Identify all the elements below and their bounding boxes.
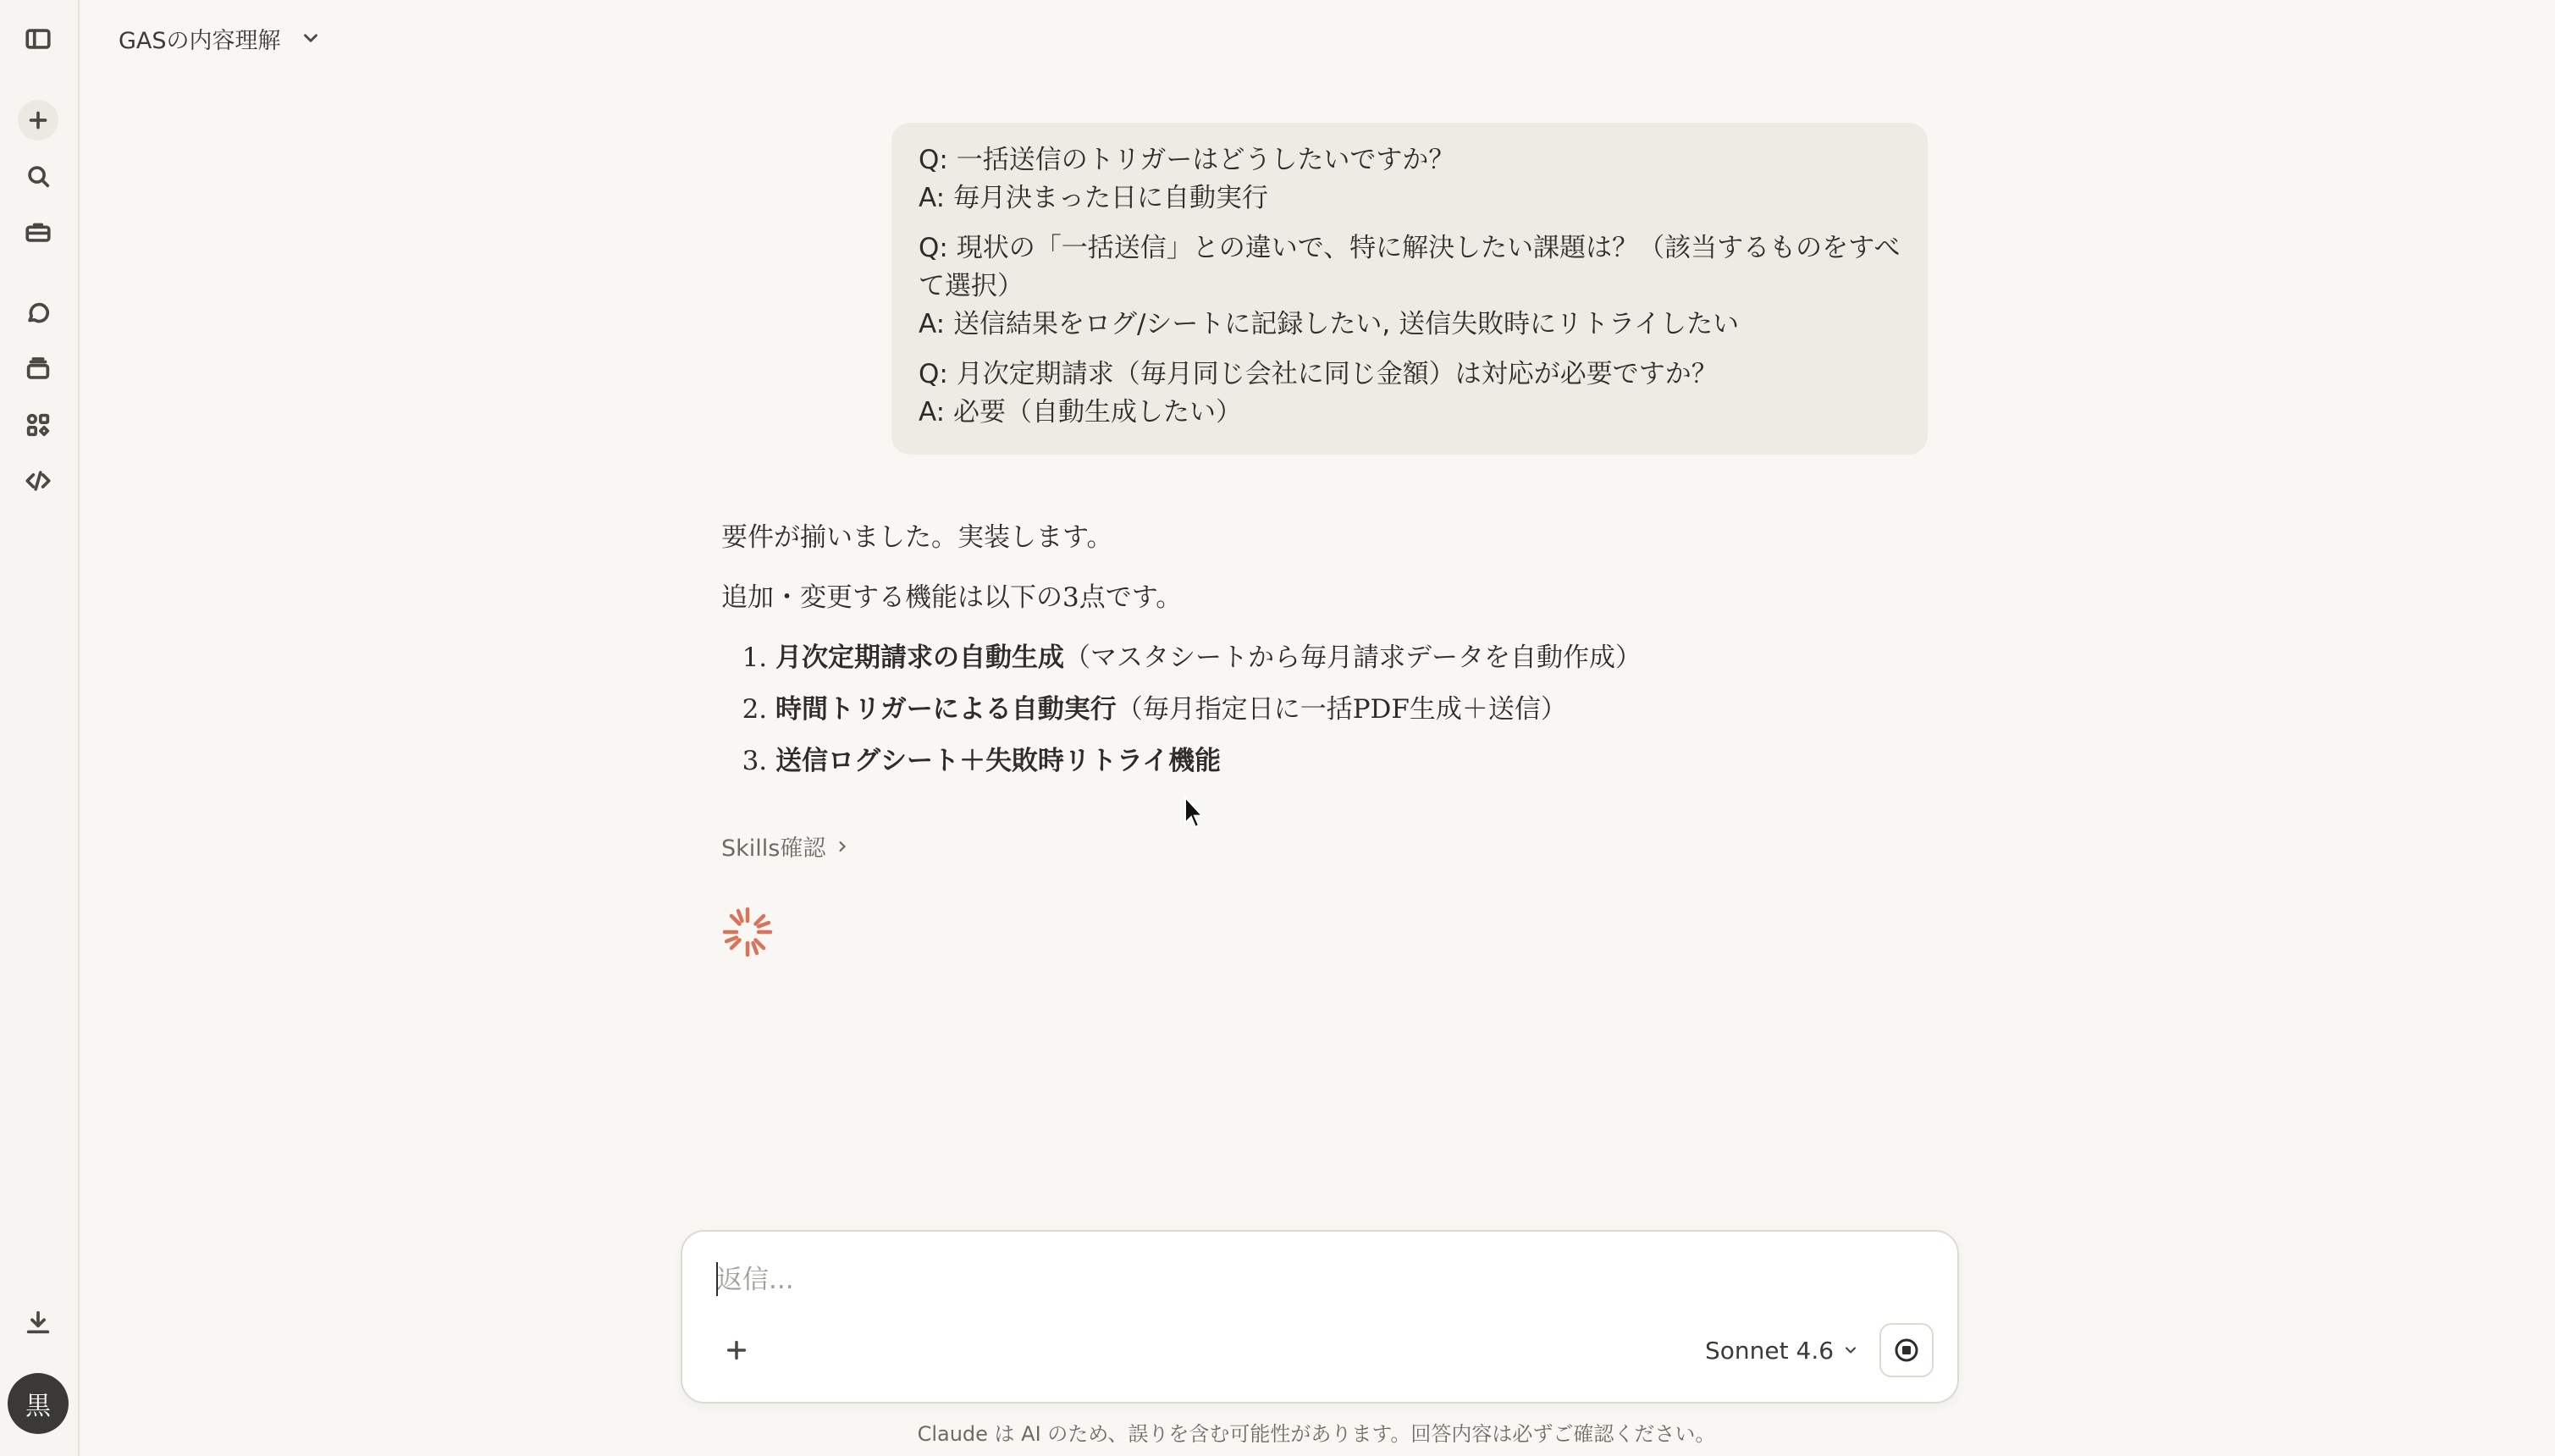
projects-icon — [24, 355, 52, 383]
list-item — [775, 638, 1839, 677]
stop-button[interactable] — [1879, 1323, 1934, 1377]
chat-icon — [24, 299, 52, 328]
answer: A: 必要（自動生成したい） — [919, 397, 1242, 427]
question: Q: 現状の「一括送信」との違いで、特に解決したい課題は？（該当するものをすべて選択） — [919, 233, 1901, 301]
sidebar-toggle-button[interactable] — [18, 19, 58, 59]
list-item-title: 時間トリガーによる自動実行 — [775, 694, 1117, 725]
question: Q: 月次定期請求（毎月同じ会社に同じ金額）は対応が必要ですか？ — [919, 359, 1718, 389]
feature-list — [721, 638, 1839, 780]
sidebar — [0, 0, 80, 1456]
assistant-message — [721, 518, 1839, 793]
list-item — [775, 742, 1839, 780]
question: Q: 一括送信のトリガーはどうしたいですか？ — [919, 145, 1455, 175]
qa-pair — [919, 356, 1901, 432]
list-item — [775, 690, 1839, 729]
assistant-paragraph: 要件が揃いました。実装します。 — [721, 522, 1113, 553]
skills-label: Skills確認 — [721, 836, 826, 862]
list-item-title: 月次定期請求の自動生成 — [775, 643, 1064, 673]
code-icon — [24, 466, 52, 495]
qa-pair — [919, 141, 1901, 218]
list-item-detail: （毎月指定日に一括PDF生成＋送信） — [1116, 694, 1567, 725]
answer: A: 送信結果をログ/シートに記録したい, 送信失敗時にリトライしたい — [919, 309, 1740, 339]
skills-expander[interactable] — [721, 830, 851, 863]
user-message — [891, 123, 1928, 455]
model-name: Sonnet 4.6 — [1705, 1336, 1835, 1365]
chevron-down-icon — [300, 27, 322, 49]
conversation-title: GASの内容理解 — [119, 27, 281, 54]
chats-button[interactable] — [18, 293, 58, 334]
plus-icon — [24, 106, 52, 135]
download-icon — [24, 1308, 52, 1337]
new-chat-button[interactable] — [18, 100, 58, 141]
search-button[interactable] — [18, 156, 58, 196]
tools-button[interactable] — [18, 212, 58, 252]
projects-button[interactable] — [18, 349, 58, 389]
answer: A: 毎月決まった日に自動実行 — [919, 183, 1268, 213]
search-icon — [24, 162, 52, 190]
chevron-down-icon — [1842, 1342, 1859, 1359]
artifacts-icon — [24, 411, 52, 439]
attach-button[interactable] — [718, 1332, 755, 1369]
briefcase-icon — [24, 218, 52, 246]
assistant-paragraph: 追加・変更する機能は以下の3点です。 — [721, 582, 1183, 613]
download-button[interactable] — [18, 1302, 58, 1343]
mouse-cursor-icon — [1184, 796, 1204, 830]
message-composer — [681, 1230, 1959, 1404]
list-item-detail: （マスタシートから毎月請求データを自動作成） — [1064, 643, 1642, 673]
reply-input[interactable] — [716, 1259, 1817, 1301]
chevron-right-icon — [834, 838, 851, 855]
loading-spinner-icon — [720, 904, 775, 960]
stop-icon — [1894, 1337, 1919, 1363]
list-item-title: 送信ログシート＋失敗時リトライ機能 — [775, 746, 1222, 776]
code-button[interactable] — [18, 461, 58, 501]
artifacts-button[interactable] — [18, 405, 58, 445]
model-selector[interactable] — [1705, 1332, 1859, 1369]
avatar[interactable]: 黒 — [8, 1373, 69, 1434]
sidebar-toggle-icon — [24, 25, 52, 53]
text-caret — [716, 1262, 718, 1296]
qa-pair — [919, 229, 1901, 344]
disclaimer: Claude は AI のため、誤りを含む可能性があります。回答内容は必ずご確認ください。 — [917, 1422, 1716, 1446]
conversation-title-button[interactable] — [119, 19, 322, 58]
plus-icon — [723, 1337, 750, 1364]
